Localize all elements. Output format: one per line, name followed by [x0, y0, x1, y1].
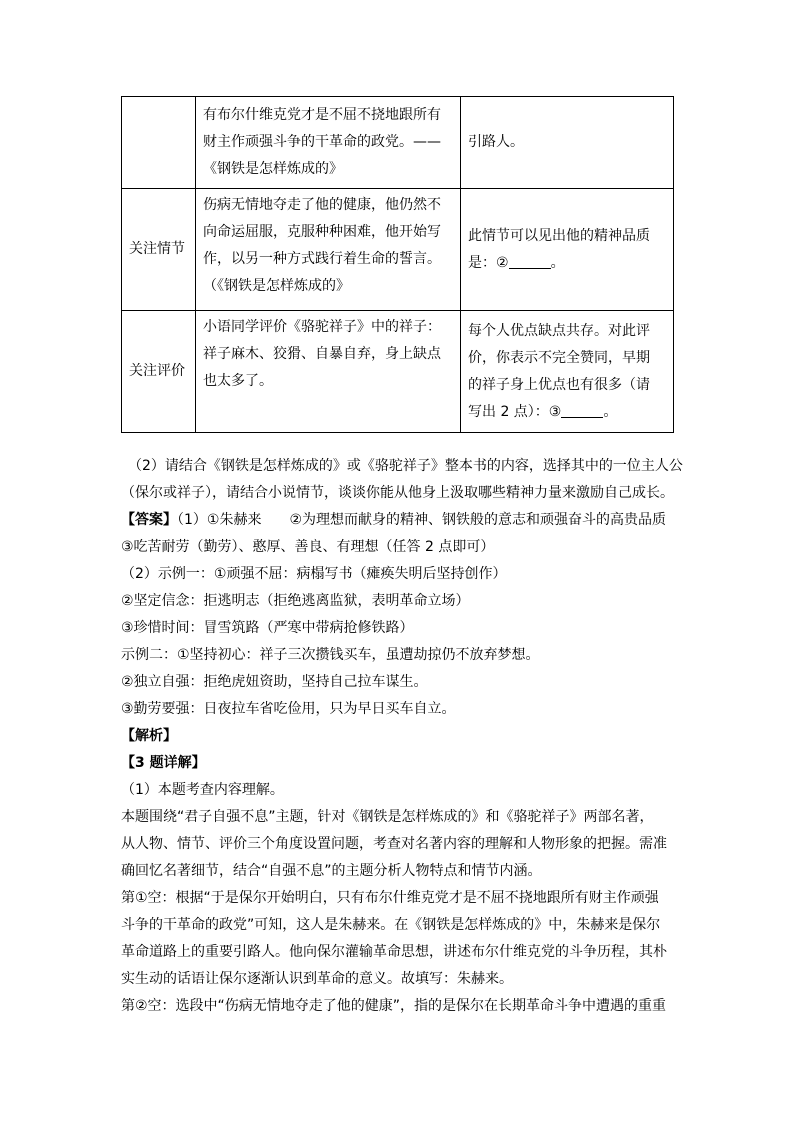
content-line: 伤病无情地夺走了他的健康，他仍然不 — [203, 197, 441, 213]
paragraph-line: 本题围绕“君子自强不息”主题，针对《钢铁是怎样炼成的》和《骆驼祥子》两部名著， — [121, 809, 654, 825]
paragraph-line: 斗争的干革命的政党”可知，这人是朱赫来。在《钢铁是怎样炼成的》中，朱赫来是保尔 — [121, 917, 661, 933]
answer-blank — [561, 401, 603, 418]
content-line: （《钢铁是怎样炼成的》 — [203, 278, 350, 294]
answer-line: 的祥子身上优点也有很多（请 — [468, 376, 650, 393]
answer-line — [468, 250, 666, 277]
question-2-line: （2）请结合《钢铁是怎样炼成的》或《骆驼祥子》整本书的内容，选择其中的一位主人公 — [128, 458, 683, 474]
answer-prefix: 是：② — [468, 254, 509, 271]
question-2-line: （保尔或祥子），请结合小说情节，谈谈你能从他身上汲取哪些精神力量来激励自己成长。 — [121, 485, 674, 501]
answer-line: 价，你表示不完全赞同，早期 — [468, 349, 650, 366]
paragraph-line: 从人物、情节、评价三个角度设置问题，考查对名著内容的理解和人物形象的把握。需准 — [121, 836, 667, 852]
row-answer — [461, 311, 674, 433]
table-row — [122, 97, 674, 189]
content-line: 《钢铁是怎样炼成的》 — [203, 161, 343, 177]
paragraph-line: 确回忆名著细节，结合“自强不息”的主题分析人物特点和情节内涵。 — [121, 863, 542, 879]
example-line: （2）示例一：①顽强不屈：病榻写书（瘫痪失明后坚持创作） — [121, 566, 507, 582]
answer-line: 引路人。 — [468, 134, 524, 150]
content-line: 小语同学评价《骆驼祥子》中的祥子： — [203, 319, 441, 335]
row-label — [122, 97, 196, 189]
row-content — [196, 189, 461, 311]
row-answer — [461, 189, 674, 311]
example-line: 示例二：①坚持初心：祥子三次攒钱买车，虽遭劫掠仍不放弃梦想。 — [121, 647, 540, 663]
content-line: 祥子麻木、狡猾、自暴自弃，身上缺点 — [203, 346, 441, 362]
answer-line: ③吃苦耐劳（勤劳）、憨厚、善良、有理想（任答 2 点即可） — [121, 539, 495, 555]
row-label: 关注评价 — [122, 311, 196, 433]
explanation-body — [121, 453, 681, 1020]
analysis-tag: 【解析】 — [121, 728, 177, 744]
table-row — [122, 311, 674, 433]
example-line: ③珍惜时间：冒雪筑路（严寒中带病抢修铁路） — [121, 620, 414, 636]
paragraph-line: 革命道路上的重要引路人。他向保尔灌输革命思想，讲述布尔什维克党的斗争历程，其朴 — [121, 944, 667, 960]
detail-line: （1）本题考查内容理解。 — [121, 782, 284, 798]
content-line: 有布尔什维克党才是不屈不挠地跟所有 — [203, 107, 441, 123]
answer-text: （1）①朱赫来 ②为理想而献身的精神、钢铁般的意志和顽强奋斗的高贵品质 — [177, 512, 667, 528]
example-line: ②独立自强：拒绝虎妞资助，坚持自己拉车谋生。 — [121, 674, 428, 690]
answer-line — [121, 507, 681, 534]
detail-tag: 【3 题详解】 — [121, 755, 206, 771]
paragraph-line: 第①空：根据“于是保尔开始明白，只有布尔什维克党才是不屈不挠地跟所有财主作顽强 — [121, 890, 659, 906]
answer-prefix: 写出 2 点）：③ — [468, 403, 562, 420]
content-line: 也太多了。 — [203, 373, 273, 389]
paragraph-line: 第②空：选段中“伤病无情地夺走了他的健康”，指的是保尔在长期革命斗争中遭遇的重重 — [121, 998, 667, 1014]
answer-tag: 【答案】 — [121, 512, 177, 528]
row-answer — [461, 97, 674, 189]
reading-table — [121, 96, 674, 433]
table-row — [122, 189, 674, 311]
row-content — [196, 97, 461, 189]
paragraph-line: 实生动的话语让保尔逐渐认识到革命的意义。故填写：朱赫来。 — [121, 971, 513, 987]
row-label: 关注情节 — [122, 189, 196, 311]
answer-line — [468, 399, 666, 426]
answer-blank — [509, 252, 551, 269]
content-line: 作，以另一种方式践行着生命的誓言。 — [203, 251, 441, 267]
answer-line: 每个人优点缺点共存。对此评 — [468, 322, 650, 339]
answer-line: 此情节可以见出他的精神品质 — [468, 227, 650, 244]
answer-suffix: 。 — [550, 254, 565, 271]
row-content — [196, 311, 461, 433]
example-line: ②坚定信念：拒逃明志（拒绝逃离监狱，表明革命立场） — [121, 593, 470, 609]
example-line: ③勤劳要强：日夜拉车省吃俭用，只为早日买车自立。 — [121, 701, 456, 717]
content-line: 财主作顽强斗争的干革命的政党。—— — [203, 134, 441, 150]
answer-suffix: 。 — [603, 403, 618, 420]
content-line: 向命运屈服，克服种种困难，他开始写 — [203, 224, 441, 240]
